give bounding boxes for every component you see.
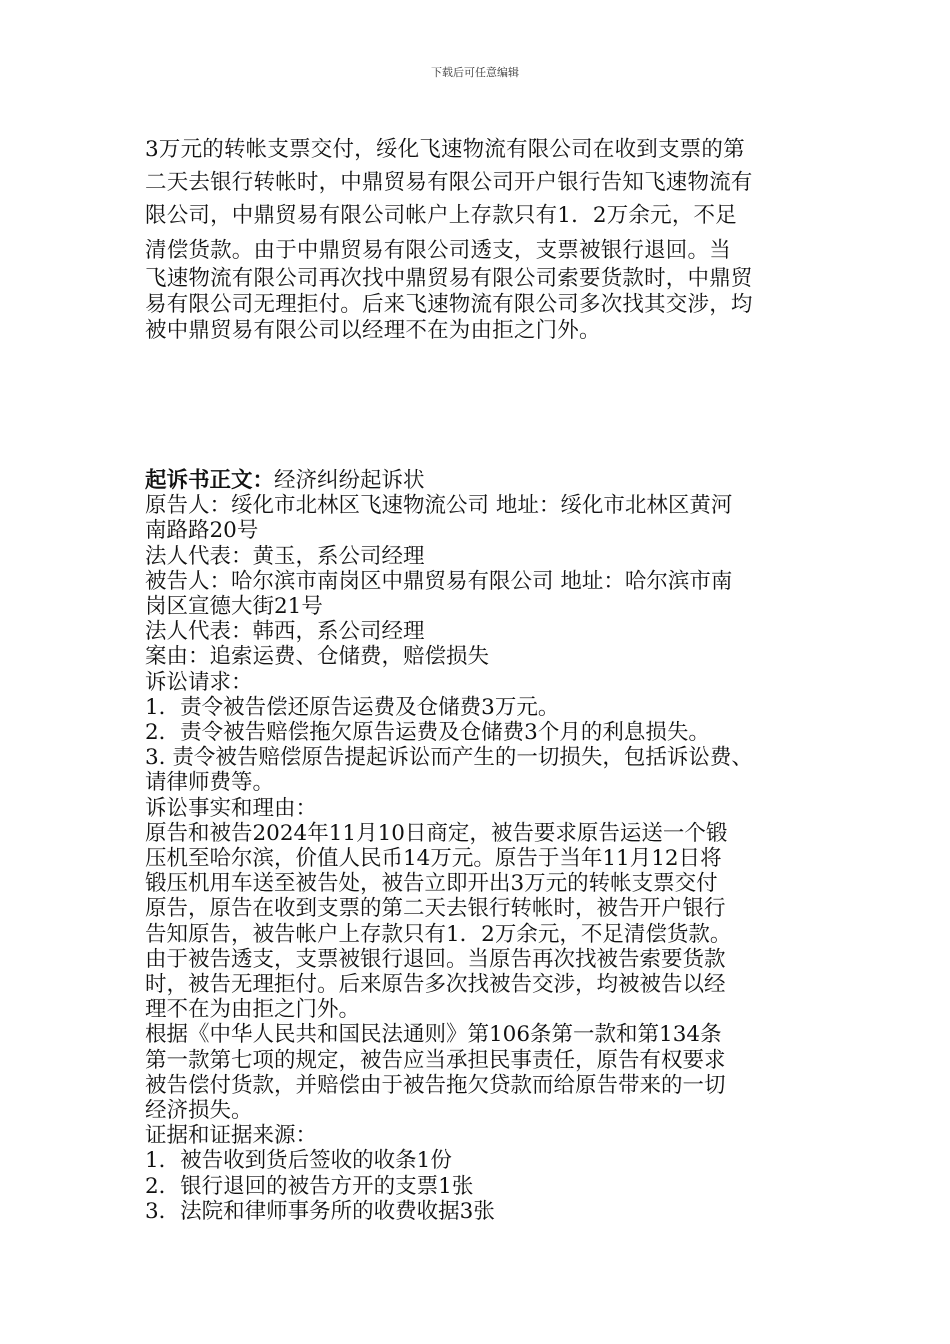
complaint-line: 被告人：哈尔滨市南岗区中鼎贸易有限公司 地址：哈尔滨市南 [145,568,733,594]
complaint-line: 证据和证据来源： [145,1123,318,1149]
intro-line: 易有限公司无理拒付。后来飞速物流有限公司多次找其交涉，均 [145,292,753,317]
intro-line: 被中鼎贸易有限公司以经理不在为由拒之门外。 [145,318,601,343]
complaint-line: 1．被告收到货后签收的收条1份 [145,1148,452,1174]
complaint-line: 诉讼事实和理由： [145,795,318,821]
complaint-line: 被告偿付货款，并赔偿由于被告拖欠贷款而给原告带来的一切 [145,1072,726,1098]
complaint-line: 3. 责令被告赔偿原告提起诉讼而产生的一切损失，包括诉讼费、 [145,745,753,771]
complaint-line: 2．银行退回的被告方开的支票1张 [145,1173,474,1199]
complaint-line: 法人代表：黄玉，系公司经理 [145,543,425,569]
complaint-line: 时，被告无理拒付。后来原告多次找被告交涉，均被被告以经 [145,972,726,998]
complaint-line: 请律师费等。 [145,770,275,796]
intro-paragraph [145,134,825,344]
complaint-line: 原告人：绥化市北林区飞速物流公司 地址：绥化市北林区黄河 [145,493,733,519]
intro-line: 清偿货款。由于中鼎贸易有限公司透支，支票被银行退回。当 [145,238,731,263]
complaint-title-label: 起诉书正文： [145,468,275,493]
complaint-line: 岗区宣德大街21号 [145,594,323,620]
intro-line: 二天去银行转帐时，中鼎贸易有限公司开户银行告知飞速物流有 [145,170,753,195]
intro-line: 限公司，中鼎贸易有限公司帐户上存款只有1．2万余元，不足 [145,203,737,228]
complaint-line: 3．法院和律师事务所的收费收据3张 [145,1198,495,1224]
complaint-line: 根据《中华人民共和国民法通则》第106条第一款和第134条 [145,1022,722,1048]
complaint-line: 第一款第七项的规定，被告应当承担民事责任，原告有权要求 [145,1047,726,1073]
complaint-line: 告知原告，被告帐户上存款只有1．2万余元，不足清偿货款。 [145,921,732,947]
complaint-line: 理不在为由拒之门外。 [145,997,361,1023]
complaint-line: 诉讼请求： [145,669,253,695]
complaint-line: 2．责令被告赔偿拖欠原告运费及仓储费3个月的利息损失。 [145,720,710,746]
complaint-title-name: 经济纠纷起诉状 [274,468,425,493]
complaint-line: 南路路20号 [145,518,259,544]
complaint-line: 原告，原告在收到支票的第二天去银行转帐时，被告开户银行 [145,896,726,922]
complaint-line: 经济损失。 [145,1098,253,1124]
intro-line: 飞速物流有限公司再次找中鼎贸易有限公司索要货款时，中鼎贸 [145,266,753,291]
complaint-title [145,468,845,493]
page-header: 下载后可任意编辑 [431,66,519,79]
complaint-line: 案由：追索运费、仓储费，赔偿损失 [145,644,490,670]
complaint-body [145,468,845,1224]
complaint-line: 压机至哈尔滨，价值人民币14万元。原告于当年11月12日将 [145,846,722,872]
complaint-line: 1．责令被告偿还原告运费及仓储费3万元。 [145,694,560,720]
complaint-line: 原告和被告2024年11月10日商定，被告要求原告运送一个锻 [145,820,728,846]
complaint-line: 法人代表：韩西，系公司经理 [145,619,425,645]
intro-line: 3万元的转帐支票交付，绥化飞速物流有限公司在收到支票的第 [145,137,745,162]
complaint-line: 由于被告透支，支票被银行退回。当原告再次找被告索要货款 [145,946,726,972]
complaint-line: 锻压机用车送至被告处，被告立即开出3万元的转帐支票交付 [145,871,718,897]
